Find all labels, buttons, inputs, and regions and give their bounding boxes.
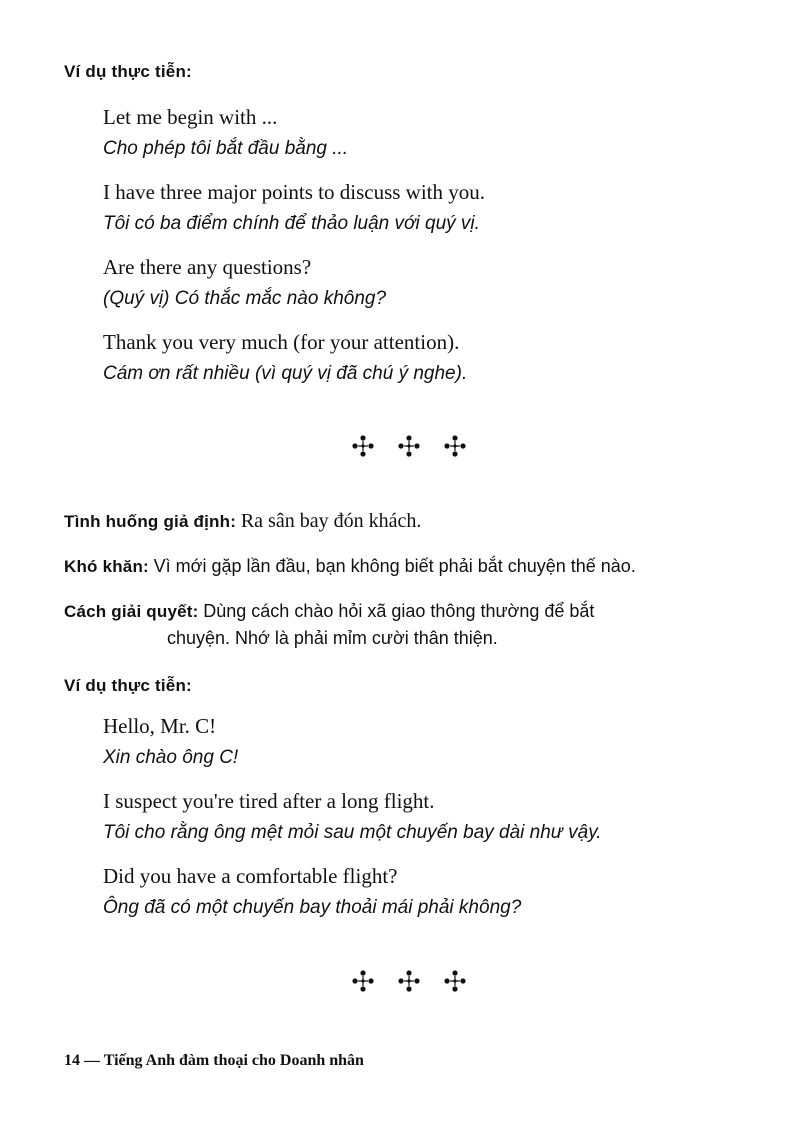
ornament-icon	[398, 970, 419, 991]
english-phrase: I have three major points to discuss with you.	[103, 180, 486, 204]
solution-label: Cách giải quyết:	[64, 602, 199, 621]
english-phrase: Let me begin with ...	[103, 105, 278, 129]
english-phrase: Did you have a comfortable flight?	[103, 864, 398, 888]
vietnamese-translation: Cám ơn rất nhiều (vì quý vị đã chú ý nghe).	[103, 363, 468, 384]
ornament-icon	[352, 970, 373, 991]
ornament-icon	[398, 435, 419, 456]
difficulty-value: Vì mới gặp lần đầu, bạn không biết phải bắt chuyện thế nào.	[153, 556, 636, 576]
vietnamese-translation: Ông đã có một chuyến bay thoải mái phải không?	[103, 897, 522, 918]
vietnamese-translation: Tôi có ba điểm chính để thảo luận với quý vị.	[103, 213, 480, 234]
english-phrase: Hello, Mr. C!	[103, 714, 217, 738]
example-heading: Ví dụ thực tiễn:	[64, 676, 192, 695]
solution-value-line1: Dùng cách chào hỏi xã giao thông thường để bắt	[203, 601, 595, 621]
ornament-divider	[0, 426, 800, 466]
english-phrase: Are there any questions?	[103, 255, 312, 279]
solution-value-line2: chuyện. Nhớ là phải mỉm cười thân thiện.	[167, 628, 498, 648]
situation-row	[64, 510, 421, 533]
vietnamese-translation: Xin chào ông C!	[103, 747, 239, 768]
example-heading: Ví dụ thực tiễn:	[64, 62, 192, 81]
situation-value: Ra sân bay đón khách.	[240, 510, 422, 532]
ornament-divider	[0, 961, 800, 1001]
english-phrase: I suspect you're tired after a long flight.	[103, 789, 435, 813]
ornament-icon	[444, 970, 465, 991]
page-footer: 14 — Tiếng Anh đàm thoại cho Doanh nhân	[64, 1052, 364, 1069]
vietnamese-translation: Tôi cho rằng ông mệt mỏi sau một chuyến bay dài như vậy.	[103, 822, 602, 843]
solution-row	[64, 601, 594, 623]
vietnamese-translation: Cho phép tôi bắt đầu bằng ...	[103, 138, 349, 159]
ornament-icon	[444, 435, 465, 456]
situation-label: Tình huống giả định:	[64, 512, 237, 531]
difficulty-label: Khó khăn:	[64, 557, 149, 576]
ornament-icon	[352, 435, 373, 456]
english-phrase: Thank you very much (for your attention).	[103, 330, 460, 354]
difficulty-row	[64, 556, 636, 578]
vietnamese-translation: (Quý vị) Có thắc mắc nào không?	[103, 288, 387, 309]
